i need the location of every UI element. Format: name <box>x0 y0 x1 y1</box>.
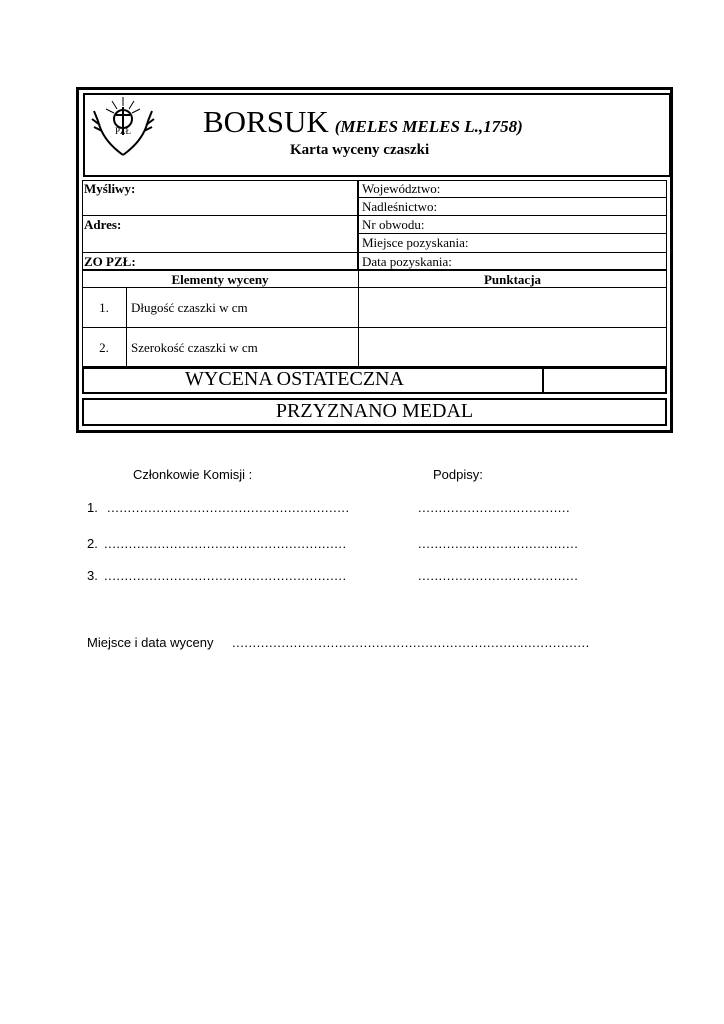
row-number: 1. <box>99 300 109 315</box>
signature-line: ..................................... <box>418 500 571 515</box>
commission-members-label: Członkowie Komisji : <box>133 467 253 482</box>
latin-name: (MELES MELES L.,1758) <box>334 117 523 136</box>
zo-pzl-label: ZO PZŁ: <box>84 254 136 269</box>
signature-line: ....................................... <box>418 536 579 551</box>
member-number: 2. <box>87 536 98 551</box>
title-text: BORSUK <box>203 104 329 139</box>
divider <box>126 287 127 367</box>
member-number: 3. <box>87 568 98 583</box>
member-number: 1. <box>87 500 98 515</box>
medal-title: PRZYZNANO MEDAL <box>275 400 474 422</box>
district-number-label: Nr obwodu: <box>362 217 425 232</box>
member-name-line: ........................................................... <box>107 500 350 515</box>
logo-text: PZŁ <box>114 126 132 136</box>
address-label: Adres: <box>84 217 122 232</box>
acquisition-date-label: Data pozyskania: <box>362 254 452 269</box>
divider <box>82 327 667 328</box>
page-title <box>203 104 523 140</box>
acquisition-place-label: Miejsce pozyskania: <box>362 235 469 250</box>
signatures-label: Podpisy: <box>433 467 483 482</box>
voivodeship-label: Województwo: <box>362 181 441 196</box>
page-subtitle: Karta wyceny czaszki <box>290 142 430 158</box>
row-label-width: Szerokość czaszki w cm <box>131 340 258 355</box>
member-name-line: ........................................................... <box>104 536 347 551</box>
final-valuation-title: WYCENA OSTATECZNA <box>185 368 404 390</box>
row-label-length: Długość czaszki w cm <box>131 300 248 315</box>
hunter-label: Myśliwy: <box>84 181 136 196</box>
member-name-line: ........................................................... <box>104 568 347 583</box>
row-number: 2. <box>99 340 109 355</box>
place-date-line: ....................................................................................... <box>232 635 590 650</box>
col-elements-header: Elementy wyceny <box>171 272 269 287</box>
divider <box>542 367 544 394</box>
antlers-cross-logo-icon <box>90 95 156 161</box>
forest-district-label: Nadleśnictwo: <box>362 199 438 214</box>
signature-line: ....................................... <box>418 568 579 583</box>
place-date-label: Miejsce i data wyceny <box>87 635 214 650</box>
divider <box>82 215 358 216</box>
col-points-header: Punktacja <box>483 272 542 287</box>
